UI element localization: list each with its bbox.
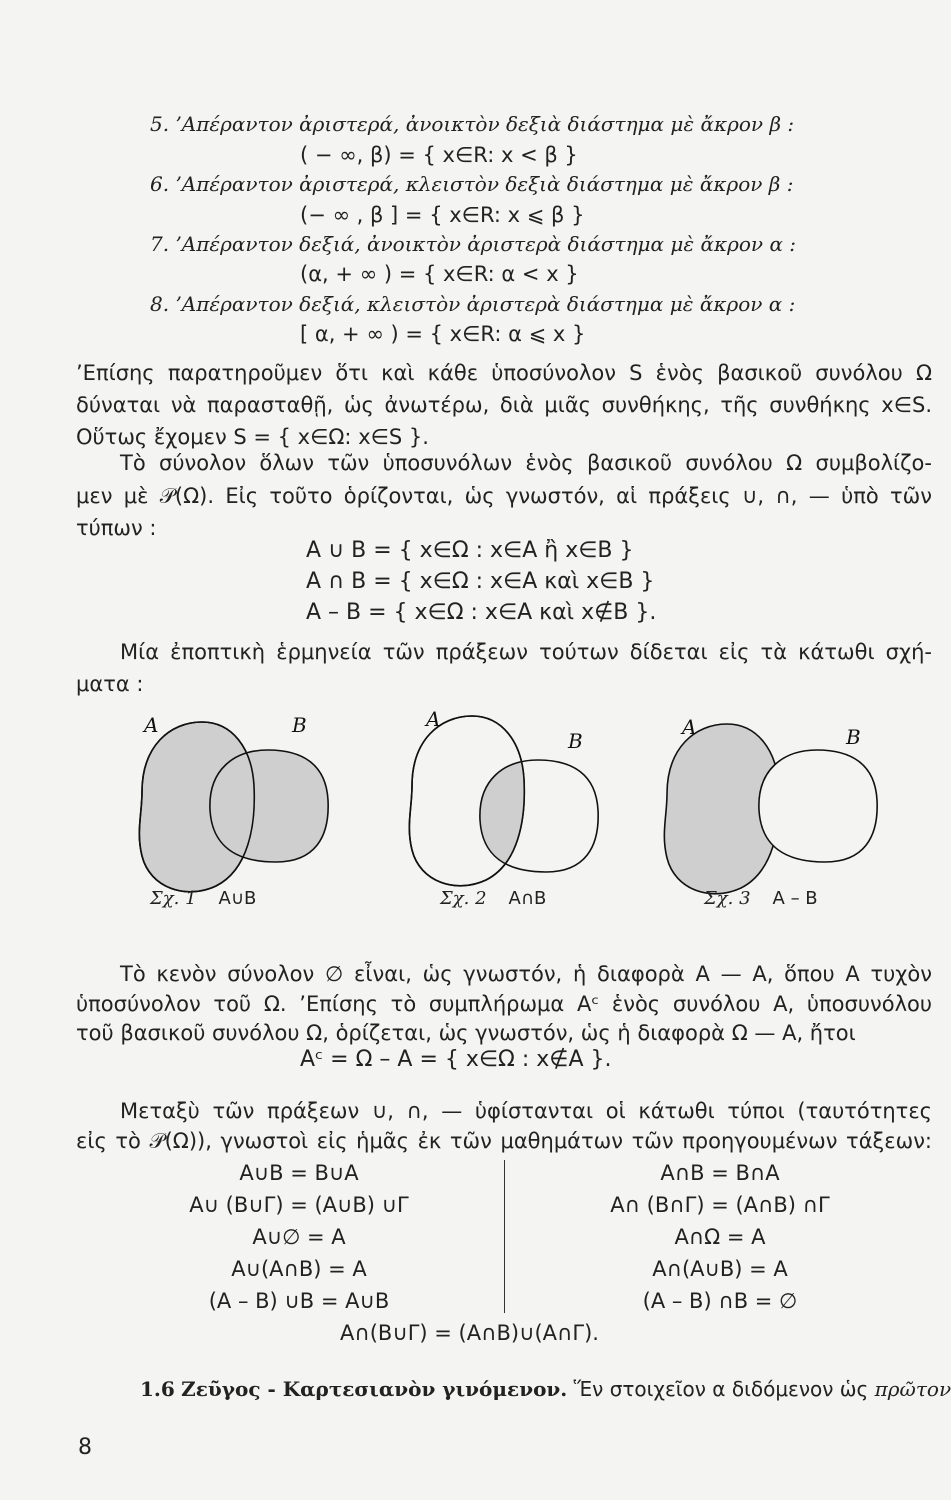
- fig1-op: A∪B: [218, 888, 257, 909]
- identity-right-1: A∩B = B∩A: [660, 1161, 780, 1185]
- identities-divider: [504, 1160, 505, 1313]
- venn-diagrams: [120, 700, 920, 890]
- section-text: Ἕν στοιχεῖον α διδόμενον ὡς: [573, 1377, 869, 1401]
- identity-right-2: A∩ (B∩Γ) = (A∩B) ∩Γ: [610, 1193, 830, 1217]
- fig1-number: Σχ. 1: [150, 888, 197, 909]
- para5-line2: εἰς τὸ 𝒫(Ω)), γνωστοὶ εἰς ἡμᾶς ἐκ τῶν μαθημάτων τῶν προηγουμένων τάξεων:: [76, 1129, 932, 1153]
- section-number: 1.6: [140, 1377, 175, 1401]
- section-heading: [140, 1377, 951, 1401]
- identity-left-4: A∪(A∩B) = A: [231, 1257, 367, 1281]
- fig3-label-a: A: [682, 715, 697, 739]
- identity-left-5: (A – B) ∪B = A∪B: [208, 1289, 390, 1313]
- para3-line1: Μία ἐποπτικὴ ἑρμηνεία τῶν πράξεων τούτων δίδεται εἰς τὰ κάτωθι σχή-: [120, 640, 932, 664]
- fig1-caption: [150, 888, 256, 909]
- interval-6-formula: (− ∞ , β ] = { x∈R: x ⩽ β }: [300, 203, 585, 227]
- fig3-op: A – B: [772, 888, 818, 909]
- identity-right-4: A∩(A∪B) = A: [652, 1257, 788, 1281]
- interval-8-formula: [ α, + ∞ ) = { x∈R: α ⩽ x }: [300, 322, 586, 346]
- interval-5-title: 5. ’Απέραντον ἀριστερά, ἀνοικτὸν δεξιὰ διάστημα μὲ ἄκρον β :: [150, 112, 795, 136]
- identity-left-3: A∪∅ = A: [252, 1225, 346, 1249]
- page-number: 8: [78, 1435, 92, 1460]
- section-title: Ζεῦγος - Καρτεσιανὸν γινόμενον.: [181, 1377, 568, 1401]
- para4-line1: Τὸ κενὸν σύνολον ∅ εἶναι, ὡς γνωστόν, ἡ διαφορὰ A — A, ὅπου A τυχὸν: [120, 962, 932, 986]
- para5-line1: Μεταξὺ τῶν πράξεων ∪, ∩, — ὑφίστανται οἱ κάτωθι τύποι (ταυτότητες: [120, 1099, 932, 1123]
- fig3-label-b: B: [846, 725, 861, 749]
- fig1-label-a: A: [144, 713, 159, 737]
- fig3-caption: [704, 888, 818, 909]
- fig3-number: Σχ. 3: [704, 888, 751, 909]
- para2-line2: μεν μὲ 𝒫(Ω). Εἰς τοῦτο ὁρίζονται, ὡς γνωστόν, αἱ πράξεις ∪, ∩, — ὑπὸ τῶν: [76, 484, 932, 508]
- fig2-label-a: A: [426, 707, 441, 731]
- para4-line2: ὑποσύνολον τοῦ Ω. ’Επίσης τὸ συμπλήρωμα Aᶜ ἑνὸς συνόλου A, ὑποσυνόλου: [76, 992, 932, 1016]
- section-emphasis: πρῶτον: [874, 1377, 951, 1401]
- fig1-label-b: B: [292, 713, 307, 737]
- identity-left-1: A∪B = B∪A: [239, 1161, 359, 1185]
- interval-7-formula: (α, + ∞ ) = { x∈R: α < x }: [300, 262, 579, 286]
- identity-right-3: A∩Ω = A: [674, 1225, 766, 1249]
- venn-figure-2: [409, 707, 598, 886]
- venn-figure-1: [139, 713, 328, 892]
- interval-7-title: 7. ’Απέραντον δεξιά, ἀνοικτὸν ἀριστερὰ διάστημα μὲ ἄκρον α :: [150, 232, 797, 256]
- interval-8-title: 8. ’Απέραντον δεξιά, κλειστὸν ἀριστερὰ διάστημα μὲ ἄκρον α :: [150, 292, 796, 316]
- fig2-caption: [440, 888, 546, 909]
- para3-line2: ματα :: [76, 672, 144, 696]
- para1-line3: Οὕτως ἔχομεν S = { x∈Ω: x∈S }.: [76, 425, 429, 449]
- union-definition: A ∪ B = { x∈Ω : x∈A ἢ x∈B }: [306, 538, 634, 563]
- para2-line1: Τὸ σύνολον ὅλων τῶν ὑποσυνόλων ἑνὸς βασικοῦ συνόλου Ω συμβολίζο-: [120, 451, 932, 475]
- fig2-number: Σχ. 2: [440, 888, 487, 909]
- identity-right-5: (A – B) ∩B = ∅: [642, 1289, 798, 1313]
- interval-6-title: 6. ’Απέραντον ἀριστερά, κλειστὸν δεξιὰ διάστημα μὲ ἄκρον β :: [150, 172, 794, 196]
- identity-left-2: A∪ (B∪Γ) = (A∪B) ∪Γ: [189, 1193, 409, 1217]
- para1-line1: ’Επίσης παρατηροῦμεν ὅτι καὶ κάθε ὑποσύνολον S ἑνὸς βασικοῦ συνόλου Ω: [76, 361, 932, 385]
- fig2-label-b: B: [568, 729, 583, 753]
- complement-formula: Aᶜ = Ω – A = { x∈Ω : x∉A }.: [300, 1047, 612, 1072]
- para4-line3: τοῦ βασικοῦ συνόλου Ω, ὁρίζεται, ὡς γνωστόν, ὡς ἡ διαφορὰ Ω — A, ἤτοι: [76, 1021, 856, 1045]
- interval-5-formula: ( − ∞, β) = { x∈R: x < β }: [300, 143, 578, 167]
- difference-definition: A – B = { x∈Ω : x∈A καὶ x∉B }.: [306, 600, 657, 625]
- para1-line2: δύναται νὰ παρασταθῇ, ὡς ἀνωτέρω, διὰ μιᾶς συνθήκης, τῆς συνθήκης x∈S.: [76, 393, 932, 417]
- identity-distributive: A∩(B∪Γ) = (A∩B)∪(A∩Γ).: [340, 1321, 599, 1345]
- fig2-op: A∩B: [508, 888, 547, 909]
- venn-figure-3: [664, 715, 877, 894]
- para2-line3: τύπων :: [76, 516, 157, 540]
- intersection-definition: A ∩ B = { x∈Ω : x∈A καὶ x∈B }: [306, 569, 655, 594]
